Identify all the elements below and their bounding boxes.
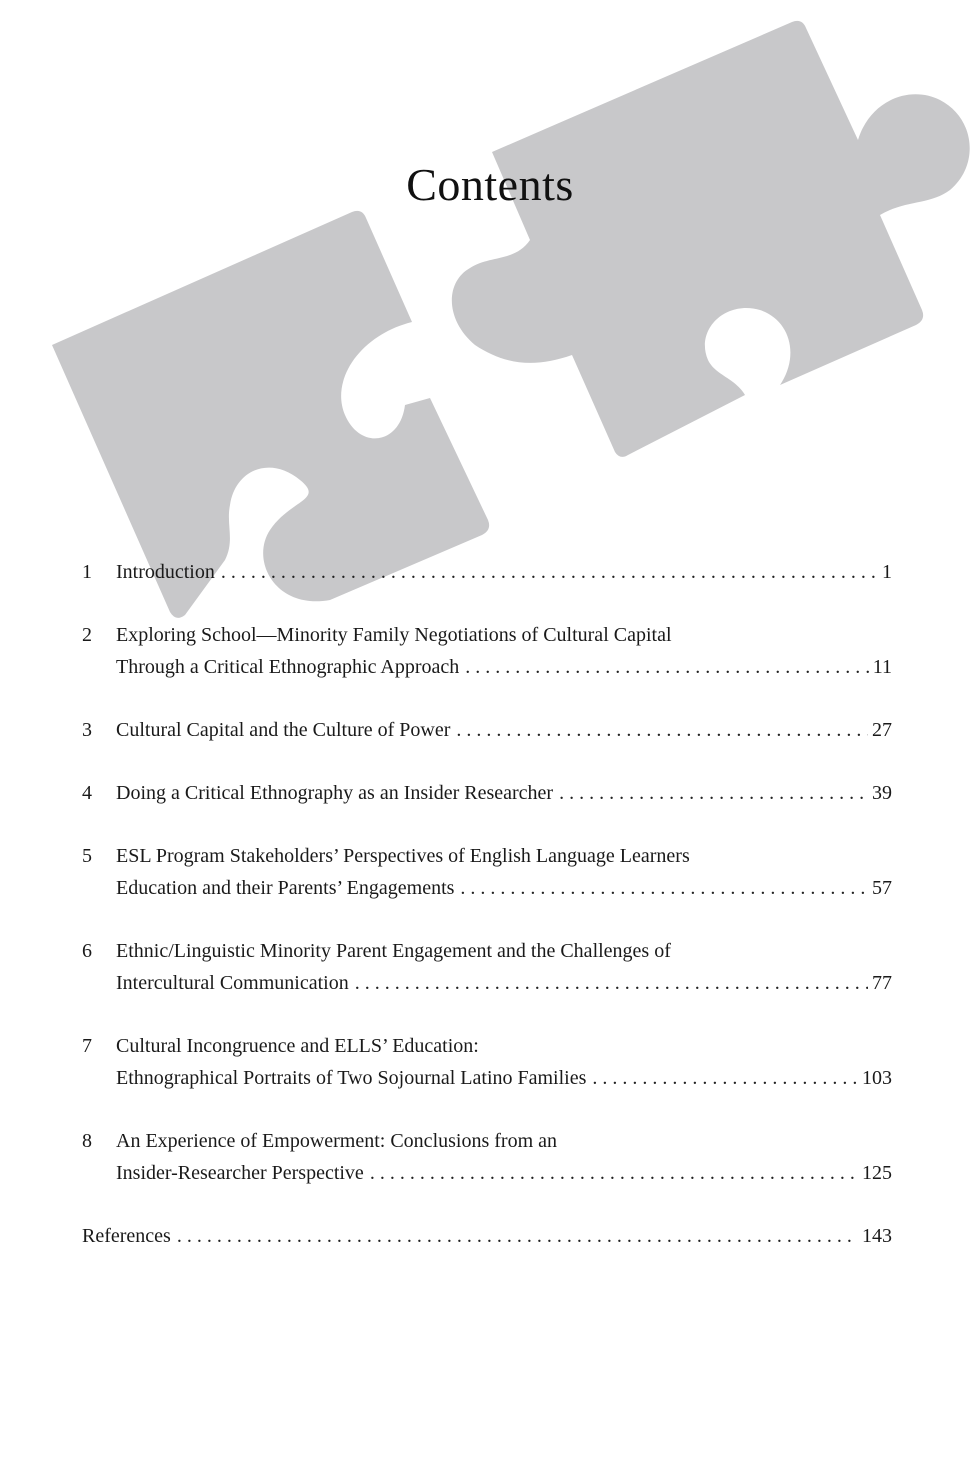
page-number: 11	[872, 656, 892, 678]
page-number: 1	[882, 561, 892, 583]
dot-leader	[355, 967, 868, 999]
toc-entry[interactable]	[82, 840, 892, 904]
table-of-contents	[82, 556, 892, 1283]
chapter-title-line: Cultural Incongruence and ELLS’ Education:	[116, 1035, 479, 1057]
page-number: 27	[872, 719, 892, 741]
page-number: 103	[862, 1067, 892, 1089]
toc-entry-body	[116, 777, 892, 809]
toc-entry-body	[116, 1125, 892, 1189]
chapter-number: 7	[82, 1035, 92, 1057]
chapter-number: 3	[82, 719, 92, 741]
toc-entry[interactable]	[82, 1220, 892, 1252]
toc-entry[interactable]	[82, 1030, 892, 1094]
toc-entry[interactable]	[82, 619, 892, 683]
chapter-title-final-line	[116, 1062, 892, 1094]
toc-entry[interactable]	[82, 777, 892, 809]
chapter-number: 2	[82, 624, 92, 646]
page-number: 57	[872, 877, 892, 899]
page-number: 39	[872, 782, 892, 804]
page-number: 77	[872, 972, 892, 994]
chapter-title-final-line	[116, 651, 892, 683]
puzzle-pieces-illustration	[0, 0, 980, 620]
toc-entry[interactable]	[82, 935, 892, 999]
chapter-title: Through a Critical Ethnographic Approach	[116, 656, 460, 678]
chapter-number: 5	[82, 845, 92, 867]
chapter-title: Introduction	[116, 561, 215, 583]
chapter-title: Ethnographical Portraits of Two Sojournal Latino Families	[116, 1067, 587, 1089]
references-title: References	[82, 1225, 171, 1247]
chapter-title: Insider-Researcher Perspective	[116, 1162, 364, 1184]
dot-leader	[460, 872, 868, 904]
chapter-title-final-line	[116, 1157, 892, 1189]
page-number: 143	[862, 1225, 892, 1247]
toc-entry[interactable]	[82, 714, 892, 746]
page-number: 125	[862, 1162, 892, 1184]
chapter-title-line: An Experience of Empowerment: Conclusions from an	[116, 1130, 557, 1152]
right-puzzle-piece	[452, 21, 970, 457]
chapter-title-final-line	[116, 556, 892, 588]
chapter-title-line: ESL Program Stakeholders’ Perspectives of English Language Learners	[116, 845, 690, 867]
dot-leader	[221, 556, 878, 588]
chapter-number: 8	[82, 1130, 92, 1152]
toc-entry-body	[116, 556, 892, 588]
chapter-title-final-line	[116, 872, 892, 904]
toc-entry[interactable]	[82, 1125, 892, 1189]
toc-entry-body	[116, 1030, 892, 1094]
dot-leader	[177, 1220, 858, 1252]
chapter-title-line: Exploring School—Minority Family Negotiations of Cultural Capital	[116, 624, 672, 646]
dot-leader	[592, 1062, 858, 1094]
chapter-title: Education and their Parents’ Engagements	[116, 877, 455, 899]
chapter-number: 1	[82, 561, 92, 583]
dot-leader	[465, 651, 869, 683]
chapter-number: 6	[82, 940, 92, 962]
dot-leader	[559, 777, 868, 809]
chapter-title-final-line	[116, 714, 892, 746]
toc-entry-body	[82, 1220, 892, 1252]
chapter-title: Cultural Capital and the Culture of Power	[116, 719, 451, 741]
dot-leader	[370, 1157, 858, 1189]
toc-entry-body	[116, 840, 892, 904]
page-title: Contents	[406, 159, 574, 210]
dot-leader	[456, 714, 868, 746]
toc-entry-body	[116, 619, 892, 683]
chapter-title-final-line	[82, 1220, 892, 1252]
chapter-number: 4	[82, 782, 92, 804]
toc-entry-body	[116, 714, 892, 746]
chapter-title-final-line	[116, 777, 892, 809]
toc-entry-body	[116, 935, 892, 999]
chapter-title: Intercultural Communication	[116, 972, 349, 994]
chapter-title: Doing a Critical Ethnography as an Insider Researcher	[116, 782, 554, 804]
chapter-title-line: Ethnic/Linguistic Minority Parent Engagement and the Challenges of	[116, 940, 671, 962]
chapter-title-final-line	[116, 967, 892, 999]
toc-entry[interactable]	[82, 556, 892, 588]
